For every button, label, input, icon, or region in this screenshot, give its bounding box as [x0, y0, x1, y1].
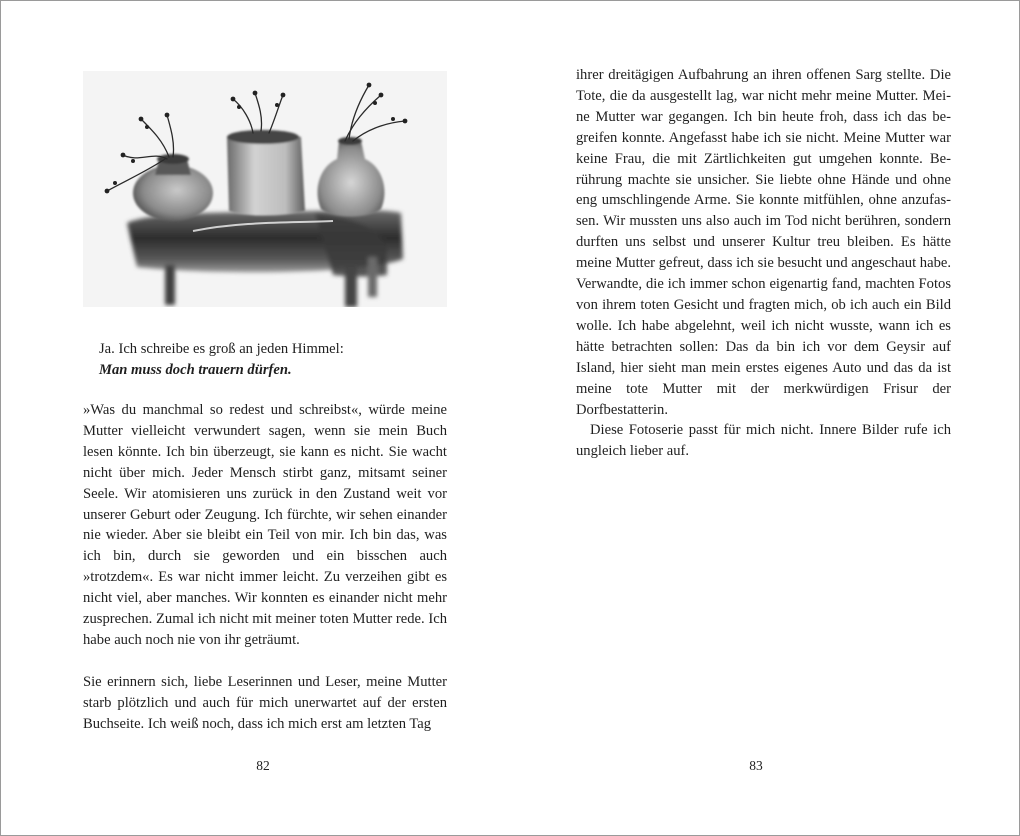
ink-illustration-vases-on-table — [83, 71, 447, 307]
left-page — [1, 1, 510, 835]
quote-emphasis-line: Man muss doch trauern dürfen. — [99, 361, 292, 378]
page-number: 83 — [749, 758, 763, 773]
paragraph: Diese Fotoserie passt für mich nicht. Innere Bilder rufe ich ungleich lieber auf. — [576, 422, 951, 460]
paragraph: ihrer dreitägigen Aufbahrung an ihren offenen Sarg stellte. Die Tote, die da ausgestellt lag, war nicht mehr meine Mutter. Meine Mutter war gegangen. Ich bin heute froh, dass ich das begreifen konnte. Angefasst habe ich sie nicht. Meine Mutter war keine Frau, die mit Zärtlichkeiten gut umgehen konnte. Berührung machte sie unsicher. Sie liebte ohne Hände und ohne eng umschlingende Arme. Sie konnte mitfühlen, ohne anzufassen. Wir mussten uns also auch im Tod nicht berühren, sondern durften uns selbst und unserer Kultur treu bleiben. Es hätte meine Mutter gefreut, dass ich sie besucht und angeschaut habe. Verwandte, die ich immer schon eigenartig fand, machten Fotos von ihrem toten Gesicht und fragten mich, ob ich auch ein Bild wolle. Ich habe abgelehnt, weil ich nicht wusste, wann ich es hätte betrachten sollen: Das da bin ich vor dem Geysir auf Island, hier sieht man mein erstes eigenes Auto und das da ist meine tote Mutter mit der merkwürdigen Frisur der Dorfbestatterin. — [576, 67, 951, 418]
epigraph-quote — [99, 339, 449, 380]
right-body-text — [576, 65, 951, 462]
paragraph: Sie erinnern sich, liebe Leserinnen und Leser, meine Mutter starb plötzlich und auch für mich unerwartet auf der ersten Buchseite. Ich weiß noch, dass ich mich erst am letzten Tag — [83, 673, 447, 732]
paragraph: »Was du manchmal so redest und schreibst«, würde meine Mutter vielleicht verwundert sagen, wenn sie mein Buch lesen könnte. Ich bin überzeugt, sie kann es nicht. Sie wacht nicht über mich. Jeder Mensch stirbt ganz, mitsamt seiner Seele. Wir atomisieren uns zurück in den Zustand weit vor unserer Geburt oder Zeugung. Ich fürchte, wir sehen einander nie wieder. Aber sie bleibt ein Teil von mir. Ich bin das, was ich bin, durch sie geworden und ein bisschen auch »trotzdem«. Es war nicht immer leicht. Zu verzeihen gibt es nicht viel, aber manches. Wir konnten es einander nicht mehr zusprechen. Zumal ich nicht mit meiner toten Mutter rede. Ich habe auch noch nie von ihr geträumt. — [83, 402, 447, 648]
right-page — [510, 1, 1019, 835]
left-body-text — [83, 400, 447, 735]
page-number: 82 — [256, 758, 270, 773]
quote-line: Ja. Ich schreibe es groß an jeden Himmel: — [99, 341, 344, 357]
